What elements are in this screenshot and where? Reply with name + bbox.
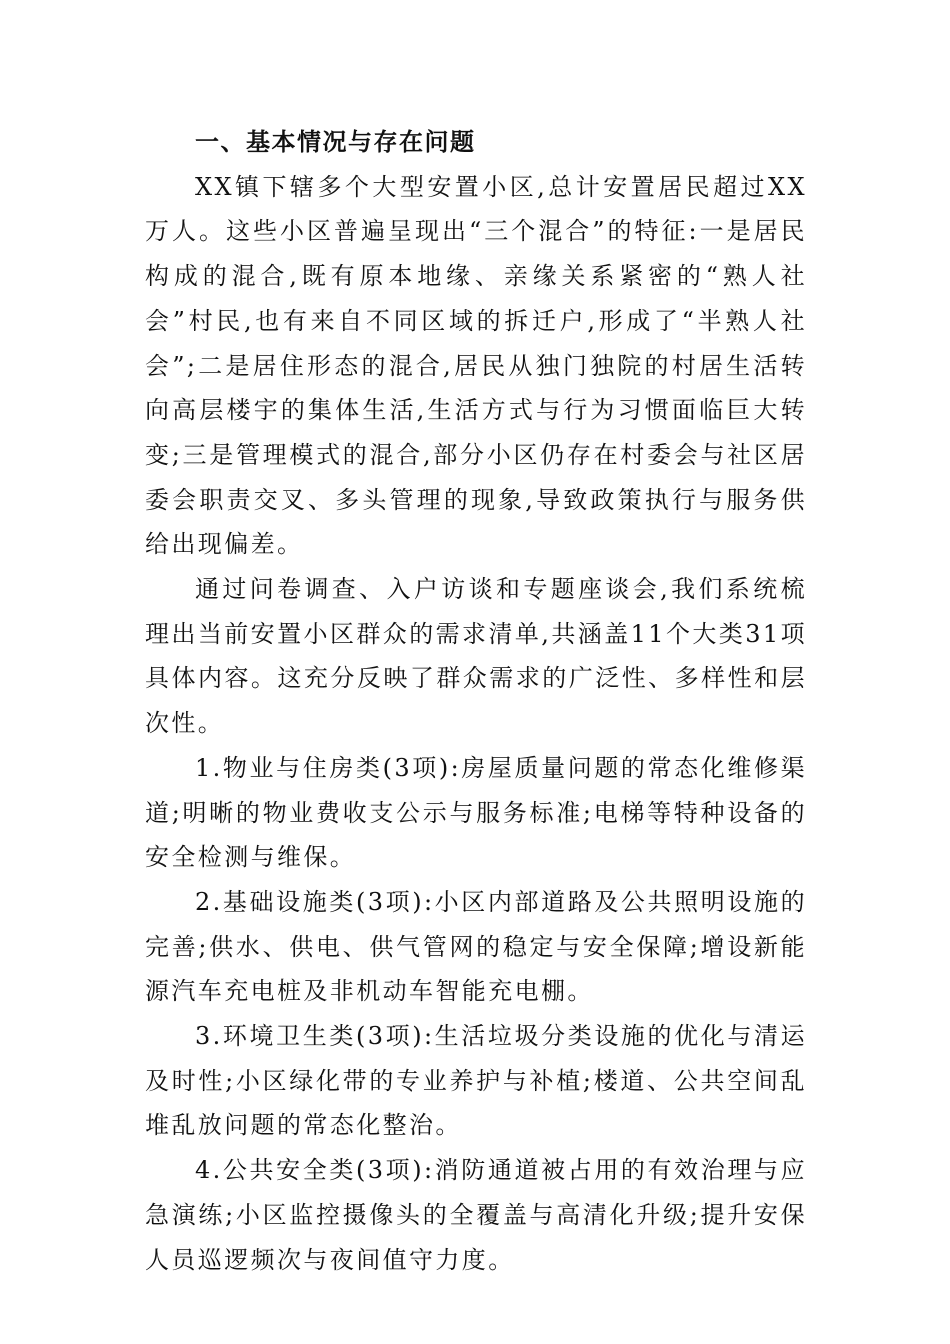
paragraph-item-safety: 4.公共安全类(3项):消防通道被占用的有效治理与应急演练;小区监控摄像头的全覆盖与高清化升级;提升安保人员巡逻频次与夜间值守力度。: [145, 1156, 807, 1274]
paragraph-survey: 通过问卷调查、入户访谈和专题座谈会,我们系统梳理出当前安置小区群众的需求清单,共涵盖11个大类31项具体内容。这充分反映了群众需求的广泛性、多样性和层次性。: [145, 575, 807, 738]
paragraph-item-property: 1.物业与住房类(3项):房屋质量问题的常态化维修渠道;明晰的物业费收支公示与服务标准;电梯等特种设备的安全检测与维保。: [145, 753, 807, 872]
paragraph-overview: XX镇下辖多个大型安置小区,总计安置居民超过XX万人。这些小区普遍呈现出“三个混合”的特征:一是居民构成的混合,既有原本地缘、亲缘关系紧密的“熟人社会”村民,也有来自不同区域的拆迁户,形成了“半熟人社会”;二是居住形态的混合,居民从独门独院的村居生活转向高层楼宇的集体生活,生活方式与行为习惯面临巨大转变;三是管理模式的混合,部分小区仍存在村委会与社区居委会职责交叉、多头管理的现象,导致政策执行与服务供给出现偏差。: [145, 172, 807, 559]
paragraph-item-infrastructure: 2.基础设施类(3项):小区内部道路及公共照明设施的完善;供水、供电、供气管网的稳定与安全保障;增设新能源汽车充电桩及非机动车智能充电棚。: [145, 887, 807, 1006]
paragraph-item-sanitation: 3.环境卫生类(3项):生活垃圾分类设施的优化与清运及时性;小区绿化带的专业养护与补植;楼道、公共空间乱堆乱放问题的常态化整治。: [145, 1022, 807, 1140]
section-heading: 一、基本情况与存在问题: [195, 128, 476, 156]
document-body: [145, 120, 807, 1282]
